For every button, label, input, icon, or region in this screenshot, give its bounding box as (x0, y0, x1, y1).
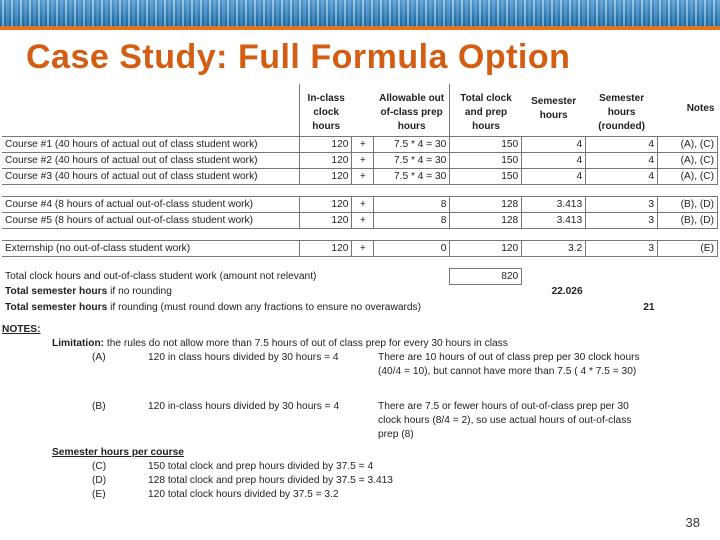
note-b-right-1: There are 7.5 or fewer hours of out-of-class prep per 30 (378, 401, 629, 412)
limitation-line (52, 337, 508, 350)
note-b-right-2: clock hours (8/4 = 2), so use actual hours of out-of-class (378, 415, 632, 426)
table-row: Externship (no out-of-class student work) 120 + 0 120 3.2 3 (E) (2, 240, 718, 256)
header-inclass: In-class clock hours (300, 84, 352, 136)
note-e-text: 120 total clock hours divided by 37.5 = 3.2 (148, 489, 339, 500)
spreadsheet (2, 84, 718, 315)
note-a-right-2: (40/4 = 10), but cannot have more than 7.5 ( 4 * 7.5 = 30) (378, 366, 637, 377)
total-rounding-row: Total semester hours if rounding (must round down any fractions to ensure no overawards) 21 (5, 301, 655, 313)
slide-title: Case Study: Full Formula Option (26, 38, 571, 76)
note-key-c: (C) (92, 461, 107, 472)
spacer-row (2, 184, 718, 196)
note-key-a: (A) (92, 352, 106, 363)
page-number: 38 (685, 515, 700, 530)
note-key-e: (E) (92, 489, 106, 500)
table-row: Course #4 (8 hours of actual out-of-class student work) 120 + 8 128 3.413 3 (B), (D) (2, 196, 718, 212)
header-semester: Semester hours (531, 95, 577, 121)
notes-heading: NOTES: (2, 324, 41, 335)
total-clock-row: Total clock hours and out-of-class student work (amount not relevant) 820 (2, 268, 718, 284)
note-key-b: (B) (92, 401, 106, 412)
table-row: Course #1 (40 hours of actual out of class student work) 120 + 7.5 * 4 = 30 150 4 4 (A), (C) (2, 136, 718, 152)
header-allowable: Allowable out of-class prep hours (379, 92, 445, 132)
note-c-text: 150 total clock and prep hours divided by 37.5 = 4 (148, 461, 374, 472)
note-b-right-3: prep (8) (378, 429, 414, 440)
note-b-left: 120 in-class hours divided by 30 hours = 4 (148, 401, 340, 412)
note-d-text: 128 total clock and prep hours divided by 37.5 = 3.413 (148, 475, 393, 486)
header-row (2, 84, 718, 136)
formula-table (2, 84, 718, 315)
header-accent-line (0, 26, 720, 30)
spacer-row (2, 228, 718, 240)
header-notes: Notes (686, 102, 715, 114)
table-row: Course #2 (40 hours of actual out of class student work) 120 + 7.5 * 4 = 30 150 4 4 (A), (C) (2, 152, 718, 168)
semester-heading: Semester hours per course (52, 447, 184, 458)
spacer-row (2, 256, 718, 268)
note-key-d: (D) (92, 475, 107, 486)
header-rounded: Semester hours (rounded) (598, 92, 645, 132)
total-norounding-row: Total semester hours if no rounding 22.026 (5, 286, 583, 298)
header-total: Total clock and prep hours (450, 84, 522, 136)
table-row: Course #3 (40 hours of actual out of class student work) 120 + 7.5 * 4 = 30 150 4 4 (A), (C) (2, 168, 718, 184)
note-a-right-1: There are 10 hours of out of class prep per 30 clock hours (378, 352, 640, 363)
limitation-label: Limitation: (52, 338, 105, 349)
limitation-text: the rules do not allow more than 7.5 hours of out of class prep for every 30 hours in class (106, 338, 508, 349)
header-band-shade (0, 0, 720, 26)
table-row: Course #5 (8 hours of actual out-of-class student work) 120 + 8 128 3.413 3 (B), (D) (2, 212, 718, 228)
note-a-left: 120 in class hours divided by 30 hours = 4 (148, 352, 339, 363)
